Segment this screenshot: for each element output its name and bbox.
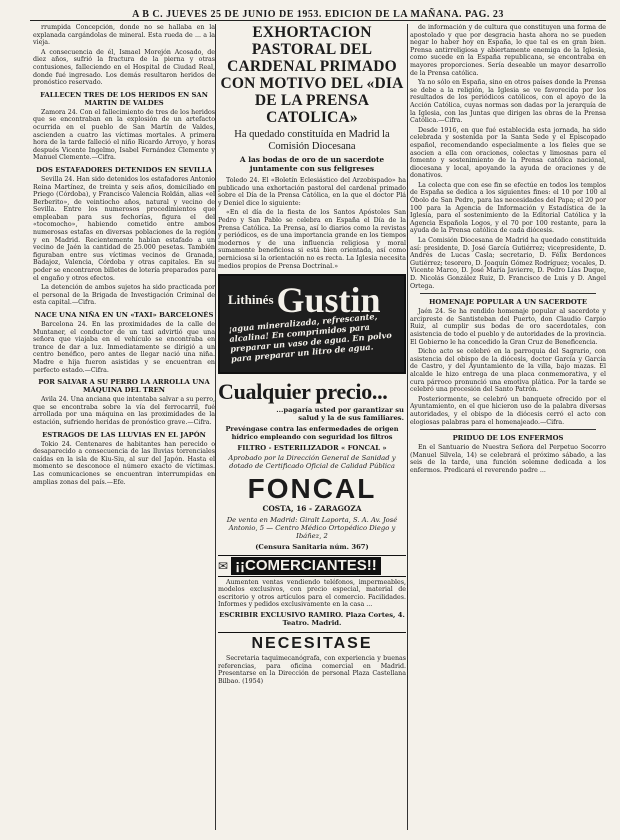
censura-line: (Censura Sanitaria núm. 367)	[255, 542, 369, 551]
comerciantes-banner	[218, 555, 406, 577]
article-text: A consecuencia de él, Ismael Morejón Acosado, de diez años, sufrió la fractura de la pierna y otras contusiones, falleciendo en el Hospital de Ciudad Real, donde fué ingresado. Los demás resultaron heridos de pronóstico reservado.	[33, 48, 215, 87]
headline: POR SALVAR A SU PERRO LA ARROLLA UNA MÁQUINA DEL TREN	[38, 378, 210, 395]
filter-line: FILTRO - ESTERILIZADOR « FONCAL »	[237, 444, 387, 453]
news-column-center	[218, 24, 406, 832]
foncal-ad-headline: Cualquier precio...	[218, 379, 388, 405]
gustin-slogan: ¡agua mineralizada, refrescante, alcalina! En comprimidos para preparar un vaso de agua. En polvo para preparar un litro de agua.	[228, 311, 393, 364]
article-text: La Comisión Diocesana de Madrid ha quedado constituida así: presidente, D. José García Gutiérrez; vicepresidente, D. Andrés de Lucas Casla; secretario, D. Félix Berdonces Gutiérrez; tesorero, D. Joaquín Gómez Rodríguez; vocales, D. Vicente Marco, D. José María Javierre, D. Pedro Lías Duque, D. Nicolás González Ruiz, D. Francisco de Luis y D. Angel Ortega.	[410, 237, 606, 290]
article-text: «En el día de la fiesta de los Santos Apóstoles San Pedro y San Pablo se celebra en España el Día de la Prensa Católica. La Prensa, así lo diarios como la revistas y periódicos, es de una importancia grande en los tiempos modernos y de una influencia religiosa y moral sumamente beneficiosa si está bien orientada, así como perniciosa si la orientación no es recta. La Iglesia necesita medios propios de Prensa Doctrinal.»	[218, 209, 406, 270]
article-text: Toledo 24. El «Boletín Eclesiástico del Arzobispado» ha publicado una exhortación pastoral del cardenal primado sobre el Día de la Prensa Católica, en la que el doctor Plá y Deniel dice lo siguiente:	[218, 177, 406, 207]
article-text: Tokio 24. Centenares de habitantes han perecido o desaparecido a consecuencia de las lluvias torrenciales caídas en la isla de Kiu-Siu, al sur del Japón. Hasta el momento se desconoce el número exacto de víctimas. Las comunicaciones se encuentran interrumpidas en amplias zonas del país.—Efe.	[33, 440, 215, 486]
necesitase-text: Secretaria taquimecanógrafa, con experiencia y buenas referencias, para oficina comercial en Madrid. Presentarse en la Dirección de personal Plaza Castellana Bilbao. (1954)	[218, 654, 406, 685]
lead-headline: A las bodas de oro de un sacerdote juntamente con sus feligreses	[239, 155, 385, 173]
main-headline: EXHORTACION PASTORAL DEL CARDENAL PRIMADO CON MOTIVO DEL «DIA DE LA PRENSA CATOLICA»	[220, 24, 404, 126]
approval-text: Aprobado por la Dirección General de Sanidad y dotado de Certificado Oficial de Calidad Pública	[228, 454, 396, 471]
article-text: Barcelona 24. En las proximidades de la calle de Muntaner, el conductor de un taxi advirtió que una señora que viajaba en el vehículo se encontraba en trance de dar a luz. Inmediatamente se dirigió a un centro benéfico, pero antes de llegar nació una niña. Madre e hija fueron asistidas y se encuentran en perfecto estado.—Cifra.	[33, 321, 215, 374]
necesitase-title: NECESITASE	[218, 632, 406, 653]
column-divider	[215, 24, 216, 830]
header-text: A B C. JUEVES 25 DE JUNIO DE 1953. EDICION DE LA MAÑANA. PAG. 23	[132, 9, 504, 20]
comerciantes-title: ¡¡COMERCIANTES!!	[231, 557, 381, 575]
headline: FALLECEN TRES DE LOS HERIDOS EN SAN MARTIN DE VALDES	[40, 90, 208, 107]
madrid-sales-text: De venta en Madrid: Giralt Laporta, S. A. Av. José Antonio, 5 — Centro Médico Ortopédico Diego y Ibáñez, 2	[226, 515, 398, 541]
article-text: rrumpida Concepción, donde no se hallaba en la explanada cargándolas de mineral. Esta rueda de ... a la vieja.	[33, 24, 215, 47]
foncal-address: COSTA, 16 - ZARAGOZA	[262, 503, 362, 513]
foncal-logo: FONCAL	[247, 472, 377, 504]
article-text: de información y de cultura que constituyen una forma de apostolado y que por desgracia hasta ahora no se pueden negar lo haber hoy en España, lo que tal es en gran bien. Prensa antirreligiosa y abiertamente enemiga de la Iglesia, como sucede en la España republicana, se encontraba en mayores proporciones. Sería deseable un mayor desarrollo de la Prensa católica.	[410, 24, 606, 77]
article-text: Zamora 24. Con el fallecimiento de tres de los heridos que se encontraban en la explosión de un artefacto ocurrida en el pueblo de San Martín de Valdes, ascienden a cuatro las víctimas mortales. A primera hora de la tarde falleció el niño Ricardo Arroyo, y horas después Vicente Ingelmo, Isabel Fernández Clemente y Manuel Clemente.—Cifra.	[33, 108, 215, 162]
page-header	[30, 0, 606, 21]
article-text: Desde 1916, en que fué establecida esta jornada, ha sido celebrada y sostenida por la Santa Sede y el Episcopado español, recomendando especialmente a los fieles que se asocien a ella con oraciones, colectas y limosnas para el fomento y sostenimiento de la Prensa católica nacional, diocesana y local, apoyando la ayuda de oraciones y de donativos.	[410, 126, 606, 180]
comerciantes-contact: ESCRIBIR EXCLUSIVO RAMIRO. Plaza Cortes, 4. Teatro. Madrid.	[219, 610, 405, 627]
headline: DOS ESTAFADORES DETENIDOS EN SEVILLA	[36, 165, 212, 174]
headline: HOMENAJE POPULAR A UN SACERDOTE	[428, 298, 588, 307]
envelope-icon: ✉	[218, 558, 229, 573]
comerciantes-text: Aumenten ventas vendiendo teléfonos, impermeables, modelos exclusivos, con precio especial, material de escritorio y otros artículos para el comercio. Facilidades. Informes y pedidos exclusivamente en la casa ...	[218, 578, 406, 609]
headline: ESTRAGOS DE LAS LLUVIAS EN EL JAPÓN	[42, 430, 206, 439]
headline: PRIDUO DE LOS ENFERMOS	[452, 434, 564, 443]
article-text: Dicho acto se celebró en la parroquia del Sagrario, con asistencia del obispo de la diócesis, doctor García y García de Castro, y del Ayuntamiento de la villa, bajo mazas. El alcalde le hizo entrega de una placa conmemorativa, y el cura párroco pronunció una emotiva plática. Por la tarde se celebró una procesión del Santo Patrón.	[410, 348, 606, 394]
foncal-ad-text: ...pagaría usted por garantizar su salud y la de sus familiares.	[276, 406, 404, 423]
news-column-right	[410, 24, 606, 832]
headline: NACE UNA NIÑA EN UN «TAXI» BARCELONÉS	[34, 311, 214, 319]
sub-headline: Ha quedado constituída en Madrid la Comisión Diocesana	[234, 129, 390, 152]
article-text: Posteriormente, se celebró un banquete ofrecido por el Ayuntamiento, en el que hicieron uso de la palabra diversas autoridades, y el obispo de la diócesis cerró el acto con elogiosas palabras para el homenajeado.—Cifra.	[410, 395, 606, 426]
article-text: La colecta que con ese fin se efectúe en todos los templos de España se dedica a los siguientes fines: el 10 por 100 al Óbolo de San Pedro, para las necesidades del Papa; el 20 por 100 para la Agencia de Información y Estadística de la Iglesia, para el sostenimiento de la Editorial Católica y la Agencia Española Logos, y el 70 por 100 restante, para la ayuda de la Prensa católica de cada diócesis.	[410, 181, 606, 235]
article-text: Sevilla 24. Han sido detenidos los estafadores Antonio Reina Martínez, de treinta y seis años, domiciliado en Priego (Córdoba), y Francisco Valencia Roldán, alias «el Berberito», de veintiocho años, natural y vecino de Sevilla. Entre los numerosos procedimientos que empleaban para sus fechorías, figura el del «tocomocho», habiendo cometido entre ambos numerosas estafas en diversas poblaciones de la región y en Madrid. Recientemente habían estafado a un vecino de Jaén la cantidad de 25.000 pesetas. También figuraban entre sus víctimas vecinos de Granada, Badajoz, Valencia, Córdoba y otras capitales. En su poder se encontraron billetes de lotería preparados para el engaño y otros efectos.	[33, 175, 215, 282]
article-text: La detención de ambos sujetos ha sido practicada por el personal de la Brigada de Investigación Criminal de esta capital.—Cifra.	[33, 284, 215, 307]
section-separator	[420, 293, 596, 294]
article-text: Jaén 24. Se ha rendido homenaje popular al sacerdote y arcipreste de Santisteban del Puerto, don Claudio Carpio Ruiz, al cumplir sus bodas de oro sacerdotales, con asistencia de todo el pueblo y de autoridades de la provincia. El Gobierno le ha concedido la Gran Cruz de Beneficencia.	[410, 308, 606, 346]
gustin-prefix: Lithinés	[228, 292, 274, 308]
foncal-ad-text: Prevéngase contra las enfermedades de origen hídrico empleando con seguridad los filtros	[225, 425, 399, 442]
gustin-advertisement	[218, 274, 406, 374]
article-text: En el Santuario de Nuestra Señora del Perpetuo Socorro (Manuel Silvela, 14) se celebrará el próximo sábado, a las seis de la tarde, una función solemne dedicada a los enfermos. Predicará el reverendo padre ...	[410, 444, 606, 474]
news-column-left	[33, 24, 215, 832]
article-text: Avila 24. Una anciana que intentaba salvar a su perro, que se encontraba sobre la vía del ferrocarril, fué arrollada por una máquina en las proximidades de la estación, sufriendo heridas de pronóstico grave.—Cifra.	[33, 396, 215, 426]
column-divider	[407, 24, 408, 830]
gustin-brand: Gustin	[276, 280, 381, 321]
section-separator	[420, 429, 596, 430]
article-text: Ya no sólo en España, sino en otros países donde la Prensa se debe a la religión, la Iglesia se ve favorecida por los resultados de los periódicos católicos, con el apoyo de la Acción Católica, cuyas normas son dadas por la jerarquía de la Iglesia, con las Juntas que dirigen las obras de la Prensa Católica.—Cifra.	[410, 79, 606, 125]
